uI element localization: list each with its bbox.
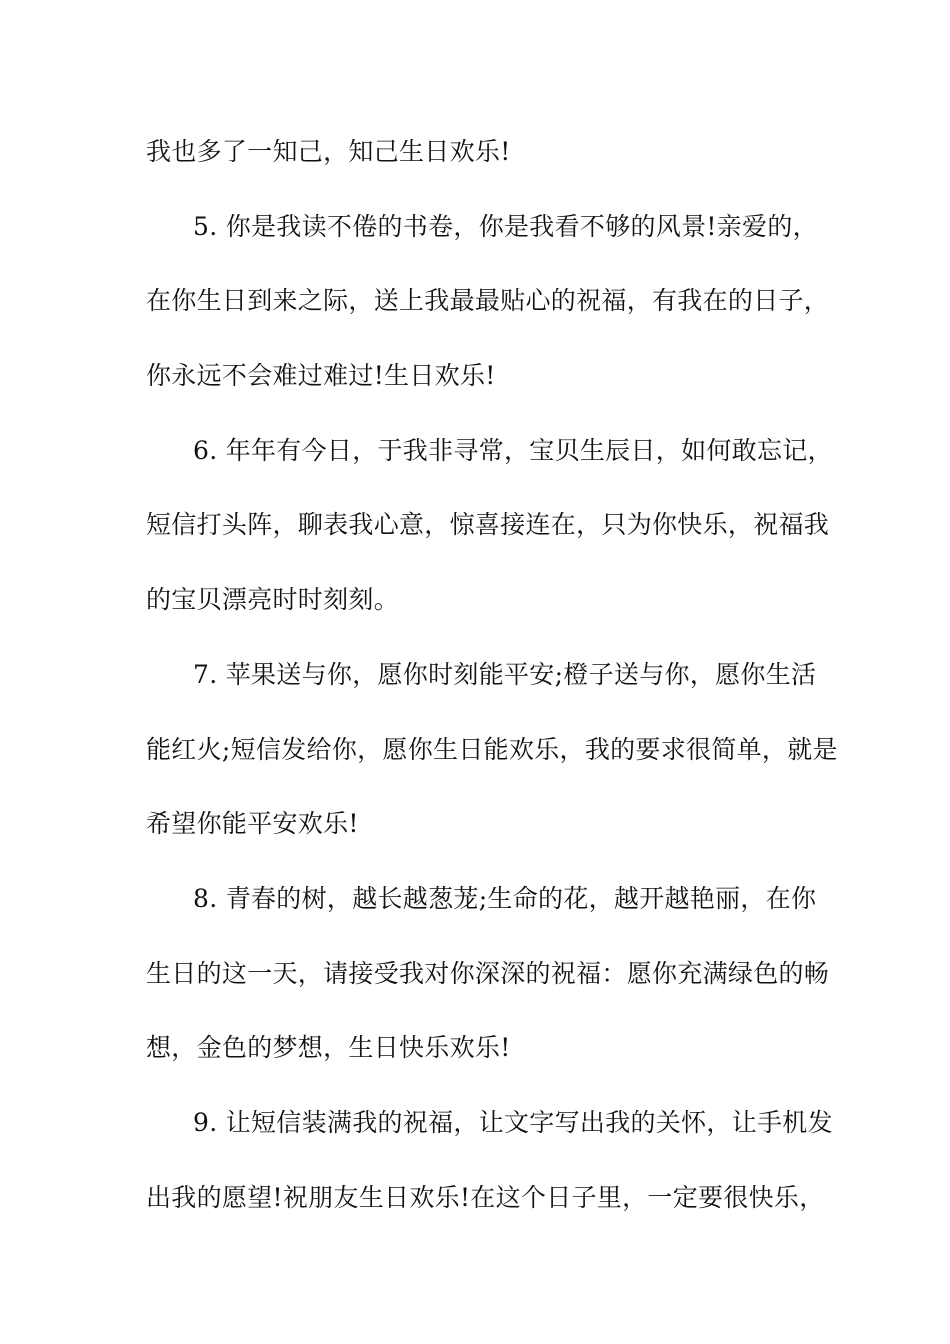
text-line: 能红火;短信发给你，愿你生日能欢乐，我的要求很简单，就是 bbox=[146, 735, 838, 764]
list-item-5-first-line: 5. 你是我读不倦的书卷，你是我看不够的风景!亲爱的， bbox=[193, 212, 818, 241]
text-line: 想，金色的梦想，生日快乐欢乐! bbox=[146, 1033, 511, 1062]
text-line: 出我的愿望!祝朋友生日欢乐!在这个日子里，一定要很快乐， bbox=[146, 1183, 825, 1212]
text-line: 生日的这一天，请接受我对你深深的祝福：愿你充满绿色的畅 bbox=[146, 959, 830, 988]
text-line: 我也多了一知己，知己生日欢乐! bbox=[146, 137, 511, 166]
text-line: 的宝贝漂亮时时刻刻。 bbox=[146, 585, 400, 614]
list-item-6-first-line: 6. 年年有今日，于我非寻常，宝贝生辰日，如何敢忘记， bbox=[193, 436, 833, 465]
text-line: 你永远不会难过难过!生日欢乐! bbox=[146, 361, 496, 390]
list-item-7-first-line: 7. 苹果送与你，愿你时刻能平安;橙子送与你，愿你生活 bbox=[193, 660, 817, 689]
list-item-8-first-line: 8. 青春的树，越长越葱茏;生命的花，越开越艳丽，在你 bbox=[193, 884, 817, 913]
text-line: 短信打头阵，聊表我心意，惊喜接连在，只为你快乐，祝福我 bbox=[146, 510, 830, 539]
text-line: 希望你能平安欢乐! bbox=[146, 809, 359, 838]
list-item-9-first-line: 9. 让短信装满我的祝福，让文字写出我的关怀，让手机发 bbox=[193, 1108, 833, 1137]
text-line: 在你生日到来之际，送上我最最贴心的祝福，有我在的日子， bbox=[146, 286, 830, 315]
